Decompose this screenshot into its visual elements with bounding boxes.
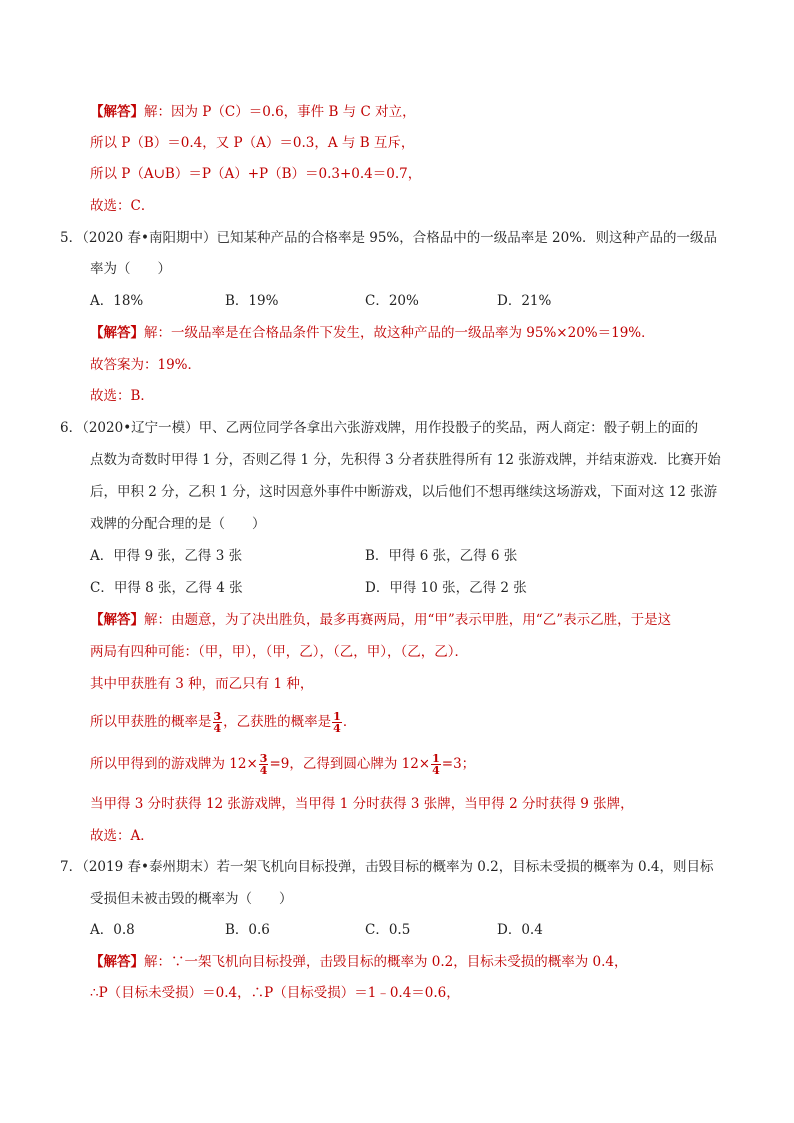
q7-option-c: C．0.5 bbox=[365, 922, 411, 938]
q5-answer-line-3: 故选：B． bbox=[90, 388, 154, 404]
q7-answer-line-2: ∴P（目标未受损）＝0.4，∴P（目标受损）＝1﹣0.4＝0.6， bbox=[90, 985, 460, 1001]
q6-answer-4a: 所以甲获胜的概率是 bbox=[90, 714, 212, 730]
fraction-numerator: 1 bbox=[333, 710, 341, 723]
q6-stem-line-3: 后，甲积 2 分，乙积 1 分，这时因意外事件中断游戏，以后他们不想再继续这场游戏，下面对这 12 张游 bbox=[90, 484, 718, 500]
fraction bbox=[431, 753, 441, 776]
q4-answer-text-1: 解：因为 P（C）＝0.6，事件 B 与 C 对立， bbox=[144, 104, 416, 120]
q5-option-c: C．20% bbox=[365, 293, 419, 309]
fraction-denominator: 4 bbox=[259, 764, 268, 777]
fraction bbox=[213, 711, 223, 734]
q4-answer-line-1 bbox=[90, 102, 416, 122]
q6-answer-line-7: 故选：A． bbox=[90, 828, 154, 844]
answer-tag: 【解答】 bbox=[90, 612, 144, 628]
q7-option-d: D．0.4 bbox=[497, 922, 543, 938]
q6-stem-line-4: 戏牌的分配合理的是（ ） bbox=[90, 516, 266, 532]
q6-answer-line-5 bbox=[90, 750, 475, 778]
q5-option-a: A．18% bbox=[90, 293, 144, 309]
answer-tag: 【解答】 bbox=[90, 954, 144, 970]
q6-answer-5c: =3； bbox=[441, 756, 476, 772]
q6-answer-line-3: 其中甲获胜有 3 种，而乙只有 1 种， bbox=[90, 676, 314, 692]
fraction-denominator: 4 bbox=[333, 722, 341, 735]
fraction-numerator: 1 bbox=[432, 752, 440, 765]
q4-answer-line-2: 所以 P（B）＝0.4，又 P（A）＝0.3，A 与 B 互斥， bbox=[90, 135, 415, 151]
q6-option-d: D．甲得 10 张，乙得 2 张 bbox=[365, 580, 527, 596]
q6-answer-line-1 bbox=[90, 610, 671, 630]
q5-answer-text-1: 解：一级品率是在合格品条件下发生，故这种产品的一级品率为 95%×20%＝19%． bbox=[144, 325, 655, 341]
q6-answer-text-1: 解：由题意，为了决出胜负，最多再赛两局，用“甲”表示甲胜，用“乙”表示乙胜，于是这 bbox=[144, 612, 672, 628]
q5-option-b: B．19% bbox=[225, 293, 279, 309]
fraction-numerator: 3 bbox=[213, 710, 222, 723]
fraction-numerator: 3 bbox=[259, 752, 268, 765]
q6-answer-4c: ． bbox=[342, 714, 357, 730]
q4-answer-line-3: 所以 P（A∪B）＝P（A）+P（B）＝0.3+0.4＝0.7， bbox=[90, 166, 422, 182]
q7-stem-line-1: 7．（2019 春•泰州期末）若一架飞机向目标投弹，击毁目标的概率为 0.2，目标未受损的概率为 0.4，则目标 bbox=[60, 859, 714, 875]
q5-option-d: D．21% bbox=[497, 293, 552, 309]
q5-stem-line-2: 率为（ ） bbox=[90, 261, 171, 277]
q6-answer-line-2: 两局有四种可能：（甲，甲），（甲，乙），（乙，甲），（乙，乙）． bbox=[90, 644, 468, 660]
q7-option-a: A．0.8 bbox=[90, 922, 135, 938]
fraction bbox=[259, 753, 269, 776]
q6-answer-line-6: 当甲得 3 分时获得 12 张游戏牌，当甲得 1 分时获得 3 张牌，当甲得 2 分时获得 9 张牌， bbox=[90, 796, 634, 812]
q6-stem-line-2: 点数为奇数时甲得 1 分，否则乙得 1 分，先积得 3 分者获胜得所有 12 张游戏牌，并结束游戏．比赛开始 bbox=[90, 452, 721, 468]
q7-answer-line-1 bbox=[90, 952, 628, 972]
q6-option-b: B．甲得 6 张，乙得 6 张 bbox=[365, 548, 518, 564]
q6-option-c: C．甲得 8 张，乙得 4 张 bbox=[90, 580, 243, 596]
q7-stem-line-2: 受损但未被击毁的概率为（ ） bbox=[90, 891, 293, 907]
answer-tag: 【解答】 bbox=[90, 325, 144, 341]
q5-answer-line-2: 故答案为：19%． bbox=[90, 357, 202, 373]
q6-option-a: A．甲得 9 张，乙得 3 张 bbox=[90, 548, 243, 564]
q6-answer-5a: 所以甲得到的游戏牌为 12× bbox=[90, 756, 258, 772]
q6-answer-line-4 bbox=[90, 708, 356, 736]
fraction bbox=[332, 711, 342, 734]
q6-answer-5b: =9，乙得到圆心牌为 12× bbox=[269, 756, 431, 772]
q6-answer-4b: ，乙获胜的概率是 bbox=[223, 714, 332, 730]
q5-answer-line-1 bbox=[90, 323, 655, 343]
fraction-denominator: 4 bbox=[432, 764, 440, 777]
q4-answer-line-4: 故选：C． bbox=[90, 198, 155, 214]
q7-answer-text-1: 解：∵一架飞机向目标投弹，击毁目标的概率为 0.2，目标未受损的概率为 0.4， bbox=[144, 954, 628, 970]
q7-option-b: B．0.6 bbox=[225, 922, 270, 938]
fraction-denominator: 4 bbox=[213, 722, 222, 735]
q5-stem-line-1: 5．（2020 春•南阳期中）已知某种产品的合格率是 95%，合格品中的一级品率是 20%．则这种产品的一级品 bbox=[60, 230, 718, 246]
answer-tag: 【解答】 bbox=[90, 104, 144, 120]
q6-stem-line-1: 6．（2020•辽宁一模）甲、乙两位同学各拿出六张游戏牌，用作投骰子的奖品，两人商定：骰子朝上的面的 bbox=[60, 420, 699, 436]
